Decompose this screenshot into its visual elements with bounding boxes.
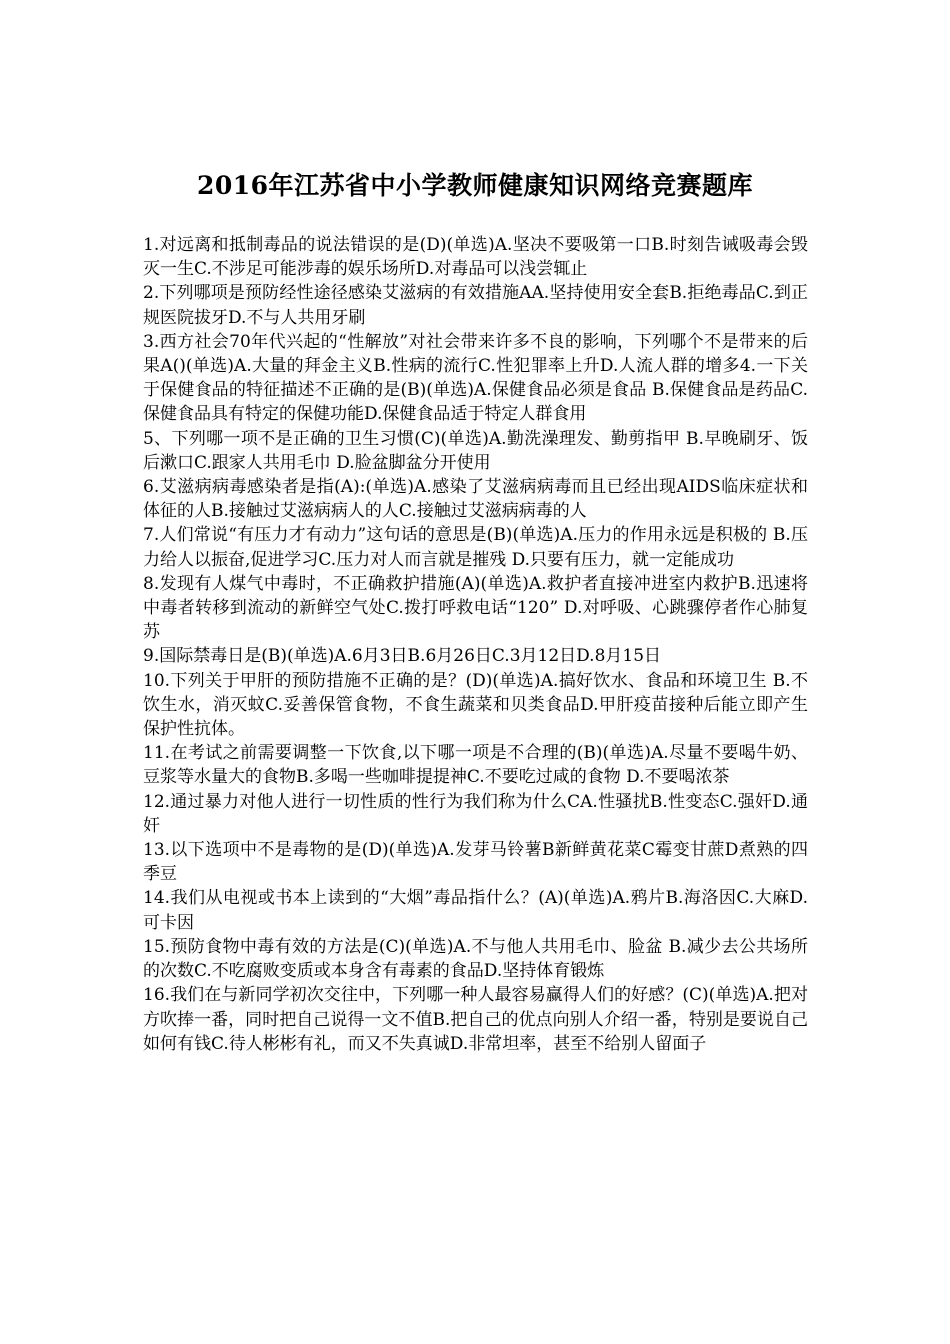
question-paragraph: 11.在考试之前需要调整一下饮食,以下哪一项是不合理的(B)(单选)A.尽量不要喝牛奶、豆浆等水量大的食物B.多喝一些咖啡提提神C.不要吃过咸的食物 D.不要喝浓茶 xyxy=(143,743,808,788)
question-list xyxy=(143,233,808,1056)
question-paragraph: 15.预防食物中毒有效的方法是(C)(单选)A.不与他人共用毛巾、脸盆 B.减少去公共场所的次数C.不吃腐败变质或本身含有毒素的食品D.坚持体育锻炼 xyxy=(143,936,808,982)
question-paragraph: 2.下列哪项是预防经性途径感染艾滋病的有效措施AA.坚持使用安全套B.拒绝毒品C.到正规医院拔牙D.不与人共用牙刷 xyxy=(143,283,808,328)
question-paragraph: 14.我们从电视或书本上读到的“大烟”毒品指什么？(A)(单选)A.鸦片B.海洛因C.大麻D.可卡因 xyxy=(143,888,808,933)
question-paragraph: 7.人们常说“有压力才有动力”这句话的意思是(B)(单选)A.压力的作用永远是积极的 B.压力给人以振奋,促进学习C.压力对人而言就是摧残 D.只要有压力，就一定能成功 xyxy=(143,525,808,570)
question-paragraph: 10.下列关于甲肝的预防措施不正确的是？(D)(单选)A.搞好饮水、食品和环境卫生 B.不饮生水，消灭蚊C.妥善保管食物，不食生蔬菜和贝类食品D.甲肝疫苗接种后能立即产生保护性抗体。 xyxy=(143,670,808,740)
question-paragraph: 13.以下选项中不是毒物的是(D)(单选)A.发芽马铃薯B新鲜黄花菜C霉变甘蔗D煮熟的四季豆 xyxy=(143,840,808,885)
question-paragraph: 5、下列哪一项不是正确的卫生习惯(C)(单选)A.勤洗澡理发、勤剪指甲 B.早晚刷牙、饭后漱口C.跟家人共用毛巾 D.脸盆脚盆分开使用 xyxy=(143,428,808,473)
question-paragraph: 8.发现有人煤气中毒时，不正确救护措施(A)(单选)A.救护者直接冲进室内救护B.迅速将中毒者转移到流动的新鲜空气处C.拨打呼救电话“120” D.对呼吸、心跳骤停者作心肺复苏 xyxy=(143,573,808,643)
question-paragraph: 16.我们在与新同学初次交往中，下列哪一种人最容易赢得人们的好感？(C)(单选)A.把对方吹捧一番，同时把自己说得一文不值B.把自己的优点向别人介绍一番，特别是要说自己如何有钱C.待人彬彬有礼，而又不失真诚D.非常坦率，甚至不给别人留面子 xyxy=(143,985,808,1054)
question-paragraph: 9.国际禁毒日是(B)(单选)A.6月3日B.6月26日C.3月12日D.8月15日 xyxy=(143,646,662,667)
question-paragraph: 12.通过暴力对他人进行一切性质的性行为我们称为什么CA.性骚扰B.性变态C.强奸D.通奸 xyxy=(143,791,808,836)
question-paragraph: 3.西方社会70年代兴起的“性解放”对社会带来许多不良的影响，下列哪个不是带来的后果A()(单选)A.大量的拜金主义B.性病的流行C.性犯罪率上升D.人流人群的增多4.一下关于保健食品的特征描述不正确的是(B)(单选)A.保健食品必须是食品 B.保健食品是药品C.保健食品具有特定的保健功能D.保健食品适于特定人群食用 xyxy=(143,331,808,425)
question-paragraph: 1.对远离和抵制毒品的说法错误的是(D)(单选)A.坚决不要吸第一口B.时刻告诫吸毒会毁灭一生C.不涉足可能涉毒的娱乐场所D.对毒品可以浅尝辄止 xyxy=(143,235,808,280)
question-paragraph: 6.艾滋病病毒感染者是指(A):(单选)A.感染了艾滋病病毒而且已经出现AIDS临床症状和体征的人B.接触过艾滋病病人的人C.接触过艾滋病病毒的人 xyxy=(143,477,808,522)
document-title: 2016年江苏省中小学教师健康知识网络竞赛题库 xyxy=(196,171,754,200)
